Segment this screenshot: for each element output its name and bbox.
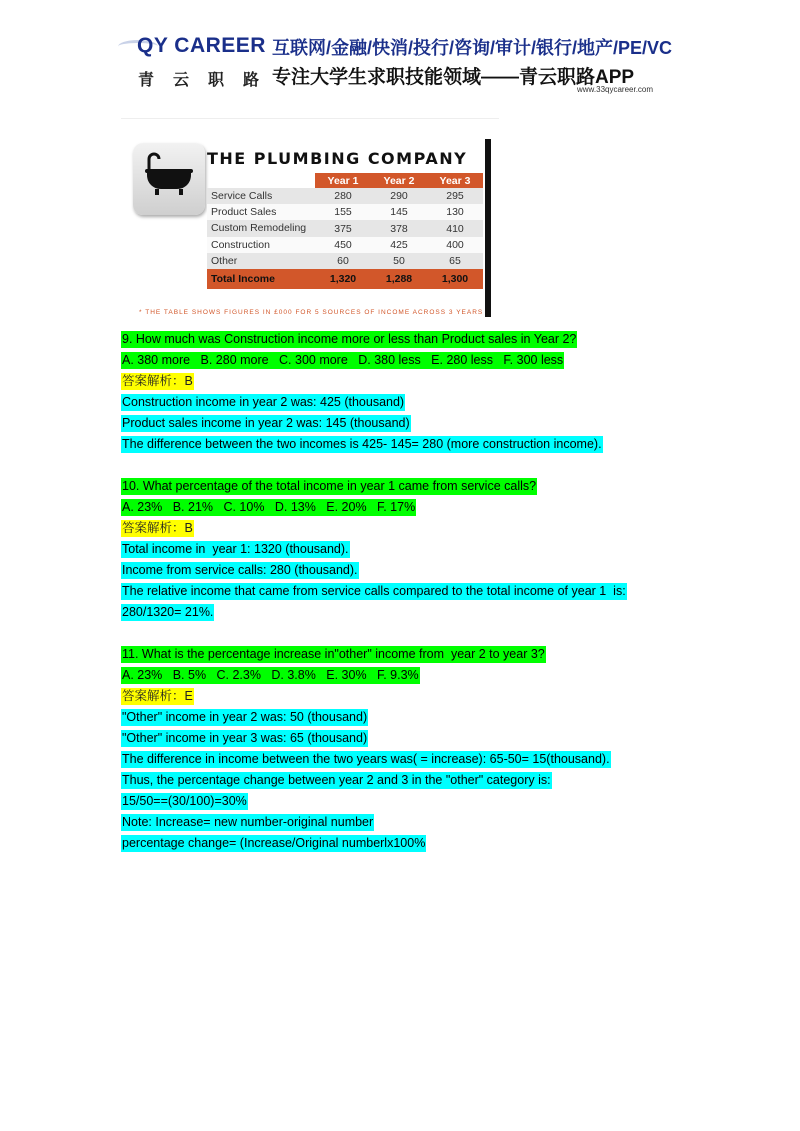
table-header-row bbox=[207, 173, 483, 188]
explanation-line: 15/50==(30/100)=30% bbox=[122, 794, 247, 808]
table-row bbox=[207, 237, 483, 253]
table-row bbox=[207, 188, 483, 204]
cell: 425 bbox=[371, 237, 427, 253]
cell: 410 bbox=[427, 220, 483, 237]
explanation-line: Income from service calls: 280 (thousand). bbox=[122, 563, 358, 577]
explanation-line: Total income in year 1: 1320 (thousand). bbox=[122, 542, 349, 556]
cell: 145 bbox=[371, 204, 427, 220]
question-9-options: A. 380 more B. 280 more C. 300 more D. 380 less E. 280 less F. 300 less bbox=[122, 353, 564, 367]
figure-title: THE PLUMBING COMPANY bbox=[207, 149, 468, 168]
explanation-line: The difference between the two incomes is 425- 145= 280 (more construction income). bbox=[122, 437, 602, 451]
explanation-line: The difference in income between the two years was( = increase): 65-50= 15(thousand). bbox=[122, 752, 610, 766]
header-tagline-industries: 互联网/金融/快消/投行/咨询/审计/银行/地产/PE/VC bbox=[272, 38, 673, 58]
question-11-answer: 答案解析：E bbox=[122, 689, 193, 703]
cell: 290 bbox=[371, 188, 427, 204]
plumbing-company-figure bbox=[121, 133, 501, 323]
row-label: Custom Remodeling bbox=[207, 220, 315, 237]
question-9: 9. How much was Construction income more or less than Product sales in Year 2? bbox=[122, 332, 577, 346]
table-row bbox=[207, 204, 483, 220]
cell: 1,300 bbox=[427, 269, 483, 289]
explanation-line: "Other" income in year 2 was: 50 (thousand) bbox=[122, 710, 368, 724]
row-label: Service Calls bbox=[207, 188, 315, 204]
cell: 450 bbox=[315, 237, 371, 253]
cell: 375 bbox=[315, 220, 371, 237]
table-row bbox=[207, 220, 483, 237]
cell: 1,288 bbox=[371, 269, 427, 289]
table-row bbox=[207, 253, 483, 269]
total-row bbox=[207, 269, 483, 289]
explanation-line: "Other" income in year 3 was: 65 (thousand) bbox=[122, 731, 368, 745]
figure-note: * THE TABLE SHOWS FIGURES IN £000 FOR 5 SOURCES OF INCOME ACROSS 3 YEARS bbox=[139, 309, 484, 316]
cell: 155 bbox=[315, 204, 371, 220]
question-9-answer: 答案解析：B bbox=[122, 374, 193, 388]
header-year3: Year 3 bbox=[427, 173, 483, 188]
cell: 1,320 bbox=[315, 269, 371, 289]
cell: 130 bbox=[427, 204, 483, 220]
page-header bbox=[0, 0, 800, 110]
header-tagline-app: 专注大学生求职技能领域——青云职路APP bbox=[272, 67, 635, 88]
explanation-line: Note: Increase= new number-original number bbox=[122, 815, 374, 829]
logo-text: QY CAREER bbox=[137, 34, 266, 57]
explanation-line: Thus, the percentage change between year 2 and 3 in the "other" category is: bbox=[122, 773, 551, 787]
row-label: Total Income bbox=[207, 269, 315, 289]
header-url: www.33qycareer.com bbox=[577, 85, 654, 94]
header-year1: Year 1 bbox=[315, 173, 371, 188]
cell: 50 bbox=[371, 253, 427, 269]
question-10: 10. What percentage of the total income in year 1 came from service calls? bbox=[122, 479, 537, 493]
cell: 60 bbox=[315, 253, 371, 269]
income-table bbox=[207, 173, 483, 289]
row-label: Other bbox=[207, 253, 315, 269]
cell: 400 bbox=[427, 237, 483, 253]
explanation-line: percentage change= (Increase/Original numberlx100% bbox=[122, 836, 426, 850]
row-label: Construction bbox=[207, 237, 315, 253]
question-10-answer: 答案解析：B bbox=[122, 521, 193, 535]
question-10-options: A. 23% B. 21% C. 10% D. 13% E. 20% F. 17% bbox=[122, 500, 416, 514]
cell: 295 bbox=[427, 188, 483, 204]
header-divider bbox=[121, 118, 499, 119]
row-label: Product Sales bbox=[207, 204, 315, 220]
question-11: 11. What is the percentage increase in"other" income from year 2 to year 3? bbox=[122, 647, 545, 661]
header-year2: Year 2 bbox=[371, 173, 427, 188]
header-blank bbox=[207, 173, 315, 188]
explanation-line: Construction income in year 2 was: 425 (thousand) bbox=[122, 395, 405, 409]
cell: 378 bbox=[371, 220, 427, 237]
cell: 280 bbox=[315, 188, 371, 204]
explanation-line: The relative income that came from service calls compared to the total income of year 1 is: bbox=[122, 584, 626, 598]
cell: 65 bbox=[427, 253, 483, 269]
bathtub-icon bbox=[133, 143, 205, 215]
figure-side-bar bbox=[485, 139, 491, 317]
explanation-line: 280/1320= 21%. bbox=[122, 605, 214, 619]
logo-chinese: 青云职路 bbox=[138, 72, 279, 89]
explanation-line: Product sales income in year 2 was: 145 (thousand) bbox=[122, 416, 410, 430]
question-11-options: A. 23% B. 5% C. 2.3% D. 3.8% E. 30% F. 9.3% bbox=[122, 668, 419, 682]
